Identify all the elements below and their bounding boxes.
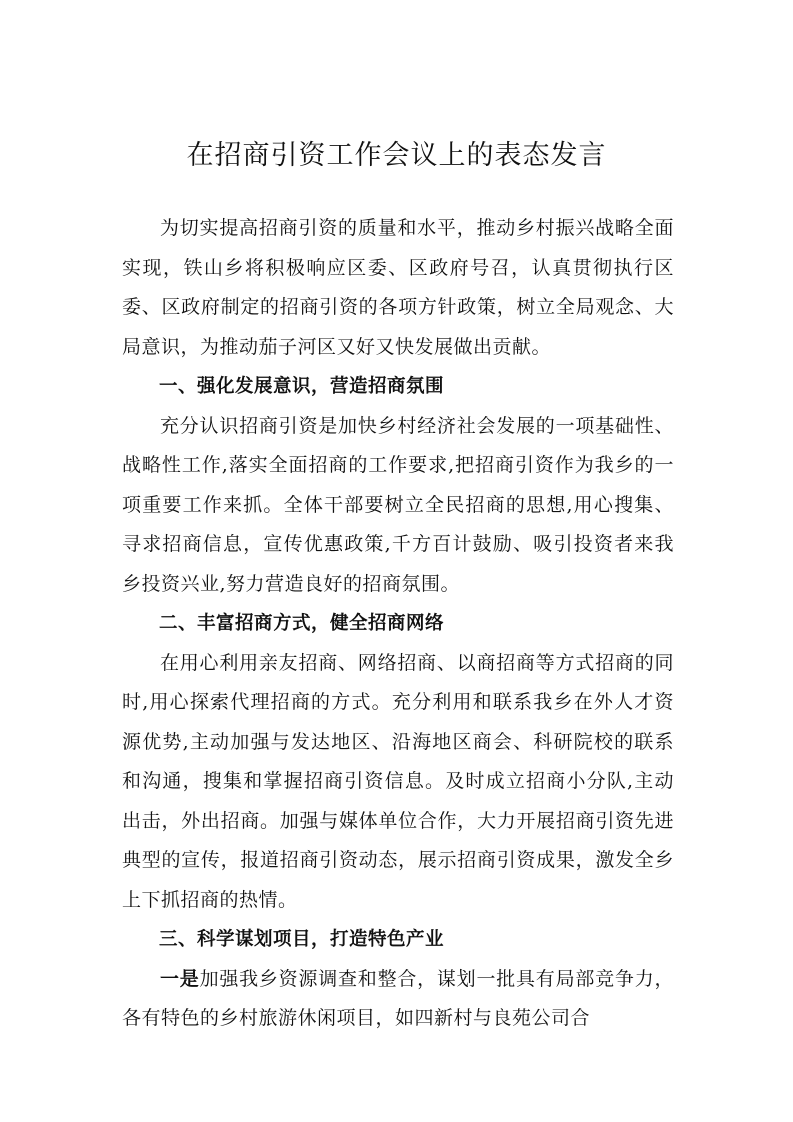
section-1-heading: 一、强化发展意识，营造招商氛围 [159,376,445,397]
section-3-heading: 三、科学谋划项目，打造特色产业 [159,929,445,950]
section-2-heading: 二、丰富招商方式，健全招商网络 [159,613,445,634]
intro-paragraph: 为切实提高招商引资的质量和水平，推动乡村振兴战略全面实现，铁山乡将积极响应区委、区政府号召，认真贯彻执行区委、区政府制定的招商引资的各项方针政策，树立全局观念、大局意识，为推动茄子河区又好又快发展做出贡献。 [122,217,674,358]
document-title: 在招商引资工作会议上的表态发言 [186,140,607,171]
section-2-paragraph: 在用心利用亲友招商、网络招商、以商招商等方式招商的同时,用心探索代理招商的方式。充分利用和联系我乡在外人才资源优势,主动加强与发达地区、沿海地区商会、科研院校的联系和沟通，搜集和掌握招商引资信息。及时成立招商小分队,主动出击，外出招商。加强与媒体单位合作，大力开展招商引资先进典型的宣传，报道招商引资动态，展示招商引资成果，激发全乡上下抓招商的热情。 [122,651,674,911]
section-3-text: 加强我乡资源调查和整合，谋划一批具有局部竞争力，各有特色的乡村旅游休闲项目，如四新村与良苑公司合 [122,967,674,1029]
section-3-lead: 一是 [160,967,200,990]
section-3-paragraph [122,960,674,1039]
section-1-paragraph: 充分认识招商引资是加快乡村经济社会发展的一项基础性、战略性工作,落实全面招商的工作要求,把招商引资作为我乡的一项重要工作来抓。全体干部要树立全民招商的思想,用心搜集、寻求招商信息，宣传优惠政策,千方百计鼓励、吸引投资者来我乡投资兴业,努力营造良好的招商氛围。 [122,414,674,595]
document-body [122,209,674,1039]
